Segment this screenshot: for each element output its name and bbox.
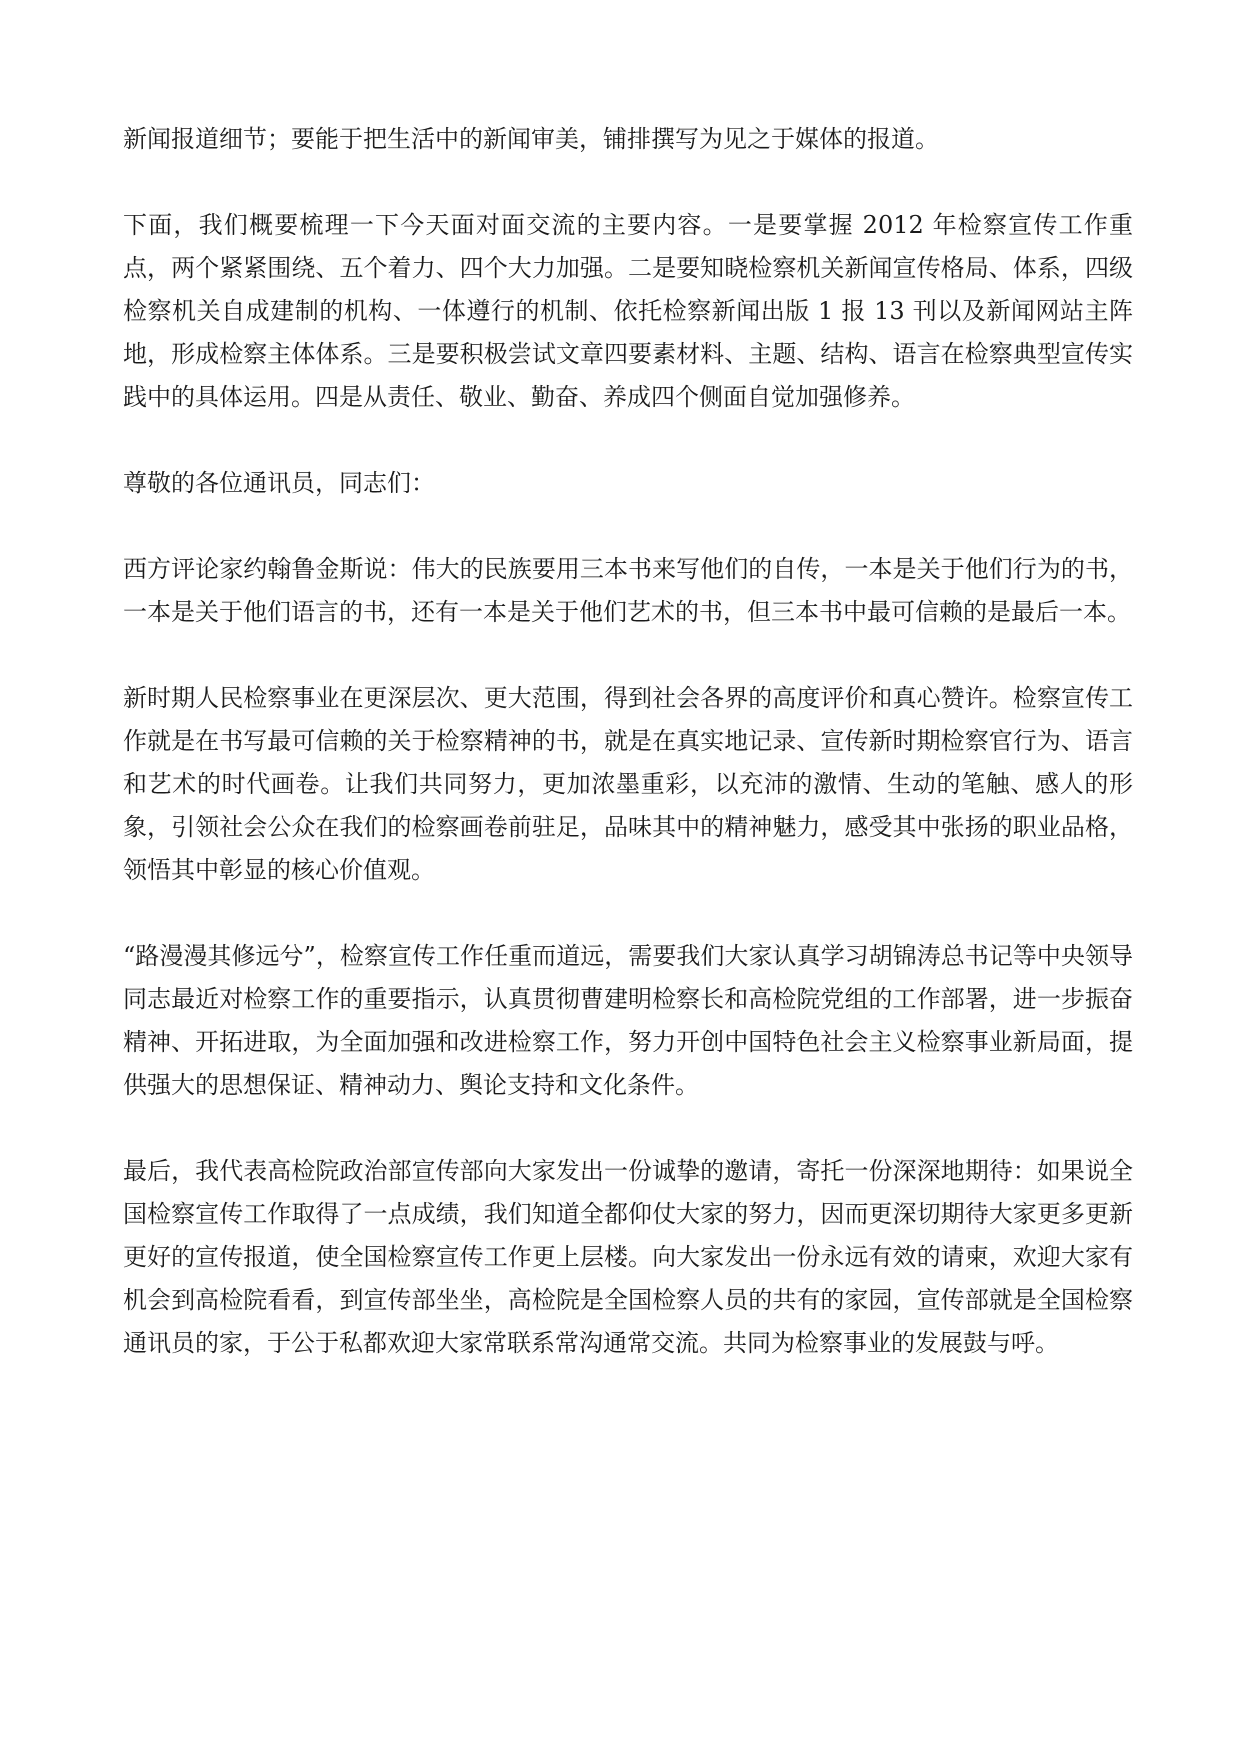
paragraph-5: 新时期人民检察事业在更深层次、更大范围，得到社会各界的高度评价和真心赞许。检察宣传工作就是在书写最可信赖的关于检察精神的书，就是在真实地记录、宣传新时期检察官行为、语言和艺术的时代画卷。让我们共同努力，更加浓墨重彩，以充沛的激情、生动的笔触、感人的形象，引领社会公众在我们的检察画卷前驻足，品味其中的精神魅力，感受其中张扬的职业品格，领悟其中彰显的核心价值观。 (123, 684, 1133, 884)
paragraph-6: “路漫漫其修远兮”，检察宣传工作任重而道远，需要我们大家认真学习胡锦涛总书记等中央领导同志最近对检察工作的重要指示，认真贯彻曹建明检察长和高检院党组的工作部署，进一步振奋精神、开拓进取，为全面加强和改进检察工作，努力开创中国特色社会主义检察事业新局面，提供强大的思想保证、精神动力、舆论支持和文化条件。 (123, 942, 1133, 1099)
paragraph-4: 西方评论家约翰鲁金斯说：伟大的民族要用三本书来写他们的自传，一本是关于他们行为的书，一本是关于他们语言的书，还有一本是关于他们艺术的书，但三本书中最可信赖的是最后一本。 (123, 555, 1133, 626)
document-body (123, 118, 1133, 1408)
paragraph-7: 最后，我代表高检院政治部宣传部向大家发出一份诚挚的邀请，寄托一份深深地期待：如果说全国检察宣传工作取得了一点成绩，我们知道全都仰仗大家的努力，因而更深切期待大家更多更新更好的宣传报道，使全国检察宣传工作更上层楼。向大家发出一份永远有效的请柬，欢迎大家有机会到高检院看看，到宣传部坐坐，高检院是全国检察人员的共有的家园，宣传部就是全国检察通讯员的家，于公于私都欢迎大家常联系常沟通常交流。共同为检察事业的发展鼓与呼。 (123, 1157, 1133, 1357)
paragraph-1: 新闻报道细节；要能于把生活中的新闻审美，铺排撰写为见之于媒体的报道。 (123, 125, 939, 153)
paragraph-2: 下面，我们概要梳理一下今天面对面交流的主要内容。一是要掌握 2012 年检察宣传工作重点，两个紧紧围绕、五个着力、四个大力加强。二是要知晓检察机关新闻宣传格局、体系，四级检察机关自成建制的机构、一体遵行的机制、依托检察新闻出版 1 报 13 刊以及新闻网站主阵地，形成检察主体体系。三是要积极尝试文章四要素材料、主题、结构、语言在检察典型宣传实践中的具体运用。四是从责任、敬业、勤奋、养成四个侧面自觉加强修养。 (123, 211, 1133, 411)
paragraph-3-salutation: 尊敬的各位通讯员，同志们： (123, 469, 435, 497)
